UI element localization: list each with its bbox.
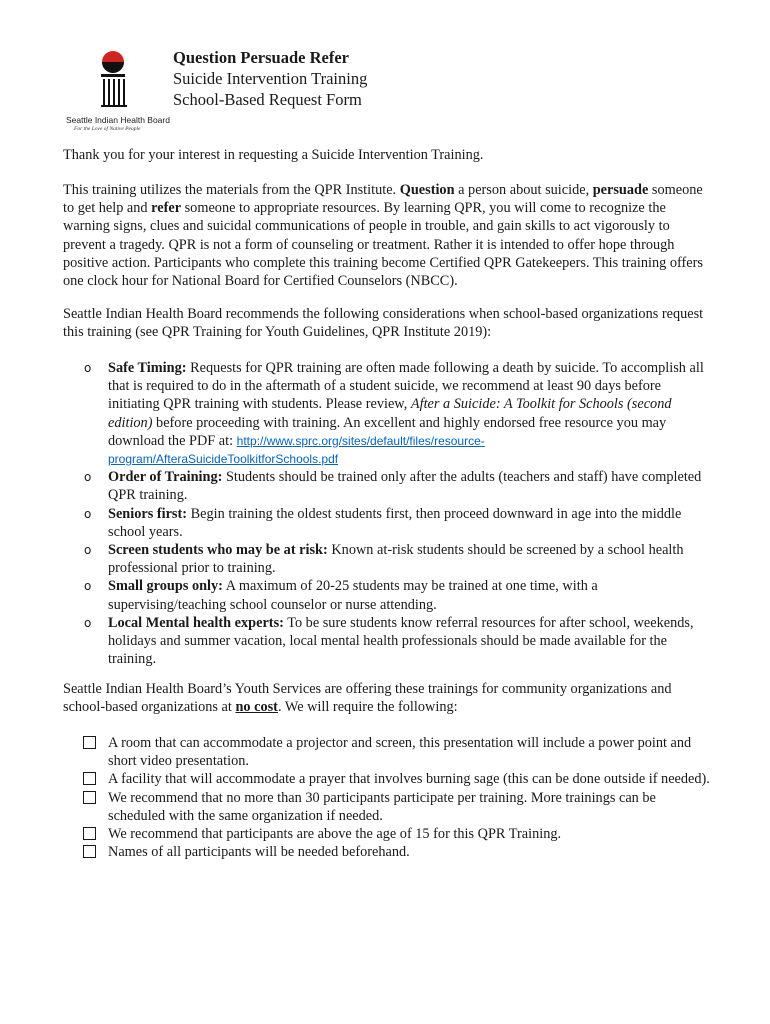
bullet-marker: o	[84, 361, 92, 375]
list-item	[63, 359, 713, 468]
list-item	[63, 541, 713, 577]
item-text: To be sure students know referral resources for after school, weekends, holidays and summer vacation, local mental health professionals should be made available for the training.	[108, 614, 694, 668]
item-heading: Small groups only:	[108, 578, 223, 595]
description-text: This training utilizes the materials from the QPR Institute.	[63, 182, 400, 198]
bullet-marker: o	[84, 470, 92, 485]
item-text: before proceeding with training. An excellent and highly endorsed free resource you may download the PDF at:	[108, 414, 667, 449]
item-text: Students should be trained only after the adults (teachers and staff) have completed QPR training.	[108, 469, 702, 504]
description-text: someone to get help and	[63, 182, 703, 217]
logo-tagline: For the Love of Native People	[74, 126, 141, 132]
item-heading: Screen students who may be at risk:	[108, 542, 328, 559]
list-item	[63, 505, 713, 541]
toolkit-title: After a Suicide: A Toolkit for Schools (second edition)	[108, 396, 672, 431]
form-header	[173, 47, 573, 110]
persuade-term: persuade	[592, 182, 649, 198]
item-text: A maximum of 20-25 students may be trained at one time, with a supervising/teaching school counselor or nurse attending.	[108, 578, 598, 613]
item-heading: Safe Timing:	[108, 360, 187, 376]
services-text: . We will require the following:	[277, 699, 458, 716]
checklist-item-text: We recommend that no more than 30 participants participate per training. More trainings can be scheduled with the same organization if needed.	[108, 789, 656, 824]
checkbox[interactable]	[83, 736, 96, 749]
training-description-paragraph	[63, 181, 713, 290]
youth-services-paragraph	[63, 680, 713, 716]
description-text: someone to appropriate resources. By learning QPR, you will come to recognize the warning signs, clues and suicidal communications of people in trouble, and gain skills to act vigorously to prevent a tragedy. QPR is not a form of counseling or treatment. Rather it is intended to offer hope through positive action. Participants who complete this training become Certified QPR Gatekeepers. This training offers one clock hour for National Board for Certified Counselors (NBCC).	[63, 200, 703, 290]
item-heading: Seniors first:	[108, 505, 188, 522]
checklist-item	[63, 825, 713, 843]
description-text: a person about suicide,	[454, 182, 593, 198]
item-heading: Local Mental health experts:	[108, 614, 284, 631]
checklist-item	[63, 770, 713, 788]
question-term: Question	[399, 182, 455, 198]
list-item	[63, 614, 713, 669]
checklist-item-text: Names of all participants will be needed beforehand.	[108, 844, 410, 861]
checkbox[interactable]	[83, 772, 96, 785]
seattle-indian-health-board-logo	[66, 48, 170, 138]
bullet-marker: o	[84, 615, 92, 630]
no-cost-emphasis: no cost	[235, 699, 278, 716]
bullet-marker: o	[84, 506, 92, 521]
item-text: Requests for QPR training are often made following a death by suicide. To accomplish all that is required to do in the aftermath of a student suicide, we recommend at least 90 days before initiating QPR training with students. Please review,	[108, 360, 704, 413]
considerations-list	[63, 359, 713, 668]
list-item	[63, 577, 713, 613]
bullet-marker: o	[84, 543, 92, 558]
item-text: Known at-risk students should be screened by a school health professional prior to training.	[108, 542, 684, 577]
form-subtitle: Suicide Intervention Training	[173, 69, 368, 88]
item-text: Begin training the oldest students first, then proceed downward in age into the middle school years.	[108, 505, 682, 540]
checklist-item	[63, 789, 713, 825]
requirements-checklist	[63, 734, 713, 861]
checkbox[interactable]	[83, 827, 96, 840]
checklist-item	[63, 843, 713, 861]
refer-term: refer	[151, 200, 182, 217]
recommendations-intro-paragraph: Seattle Indian Health Board recommends the following considerations when school-based organizations request this training (see QPR Training for Youth Guidelines, QPR Institute 2019):	[63, 306, 704, 341]
list-item	[63, 468, 713, 504]
logo-organization-name: Seattle Indian Health Board	[66, 115, 170, 125]
sihb-emblem-icon	[66, 48, 166, 116]
form-type: School-Based Request Form	[173, 90, 362, 109]
toolkit-pdf-link[interactable]: http://www.sprc.org/sites/default/files/resource-program/AfteraSuicideToolkitforSchools.pdf	[108, 433, 485, 467]
checklist-item-text: A room that can accommodate a projector and screen, this presentation will include a power point and short video presentation.	[108, 735, 692, 770]
checklist-item-text: We recommend that participants are above the age of 15 for this QPR Training.	[108, 826, 562, 843]
bullet-marker: o	[84, 579, 92, 594]
services-text: Seattle Indian Health Board’s Youth Services are offering these trainings for community organizations and school-based organizations at	[63, 681, 672, 716]
thank-you-paragraph: Thank you for your interest in requesting a Suicide Intervention Training.	[63, 147, 484, 163]
checkbox[interactable]	[83, 845, 96, 858]
checkbox[interactable]	[83, 791, 96, 804]
form-title: Question Persuade Refer	[173, 48, 349, 67]
item-heading: Order of Training:	[108, 469, 223, 486]
checklist-item	[63, 734, 713, 770]
checklist-item-text: A facility that will accommodate a prayer that involves burning sage (this can be done outside if needed).	[108, 771, 710, 788]
